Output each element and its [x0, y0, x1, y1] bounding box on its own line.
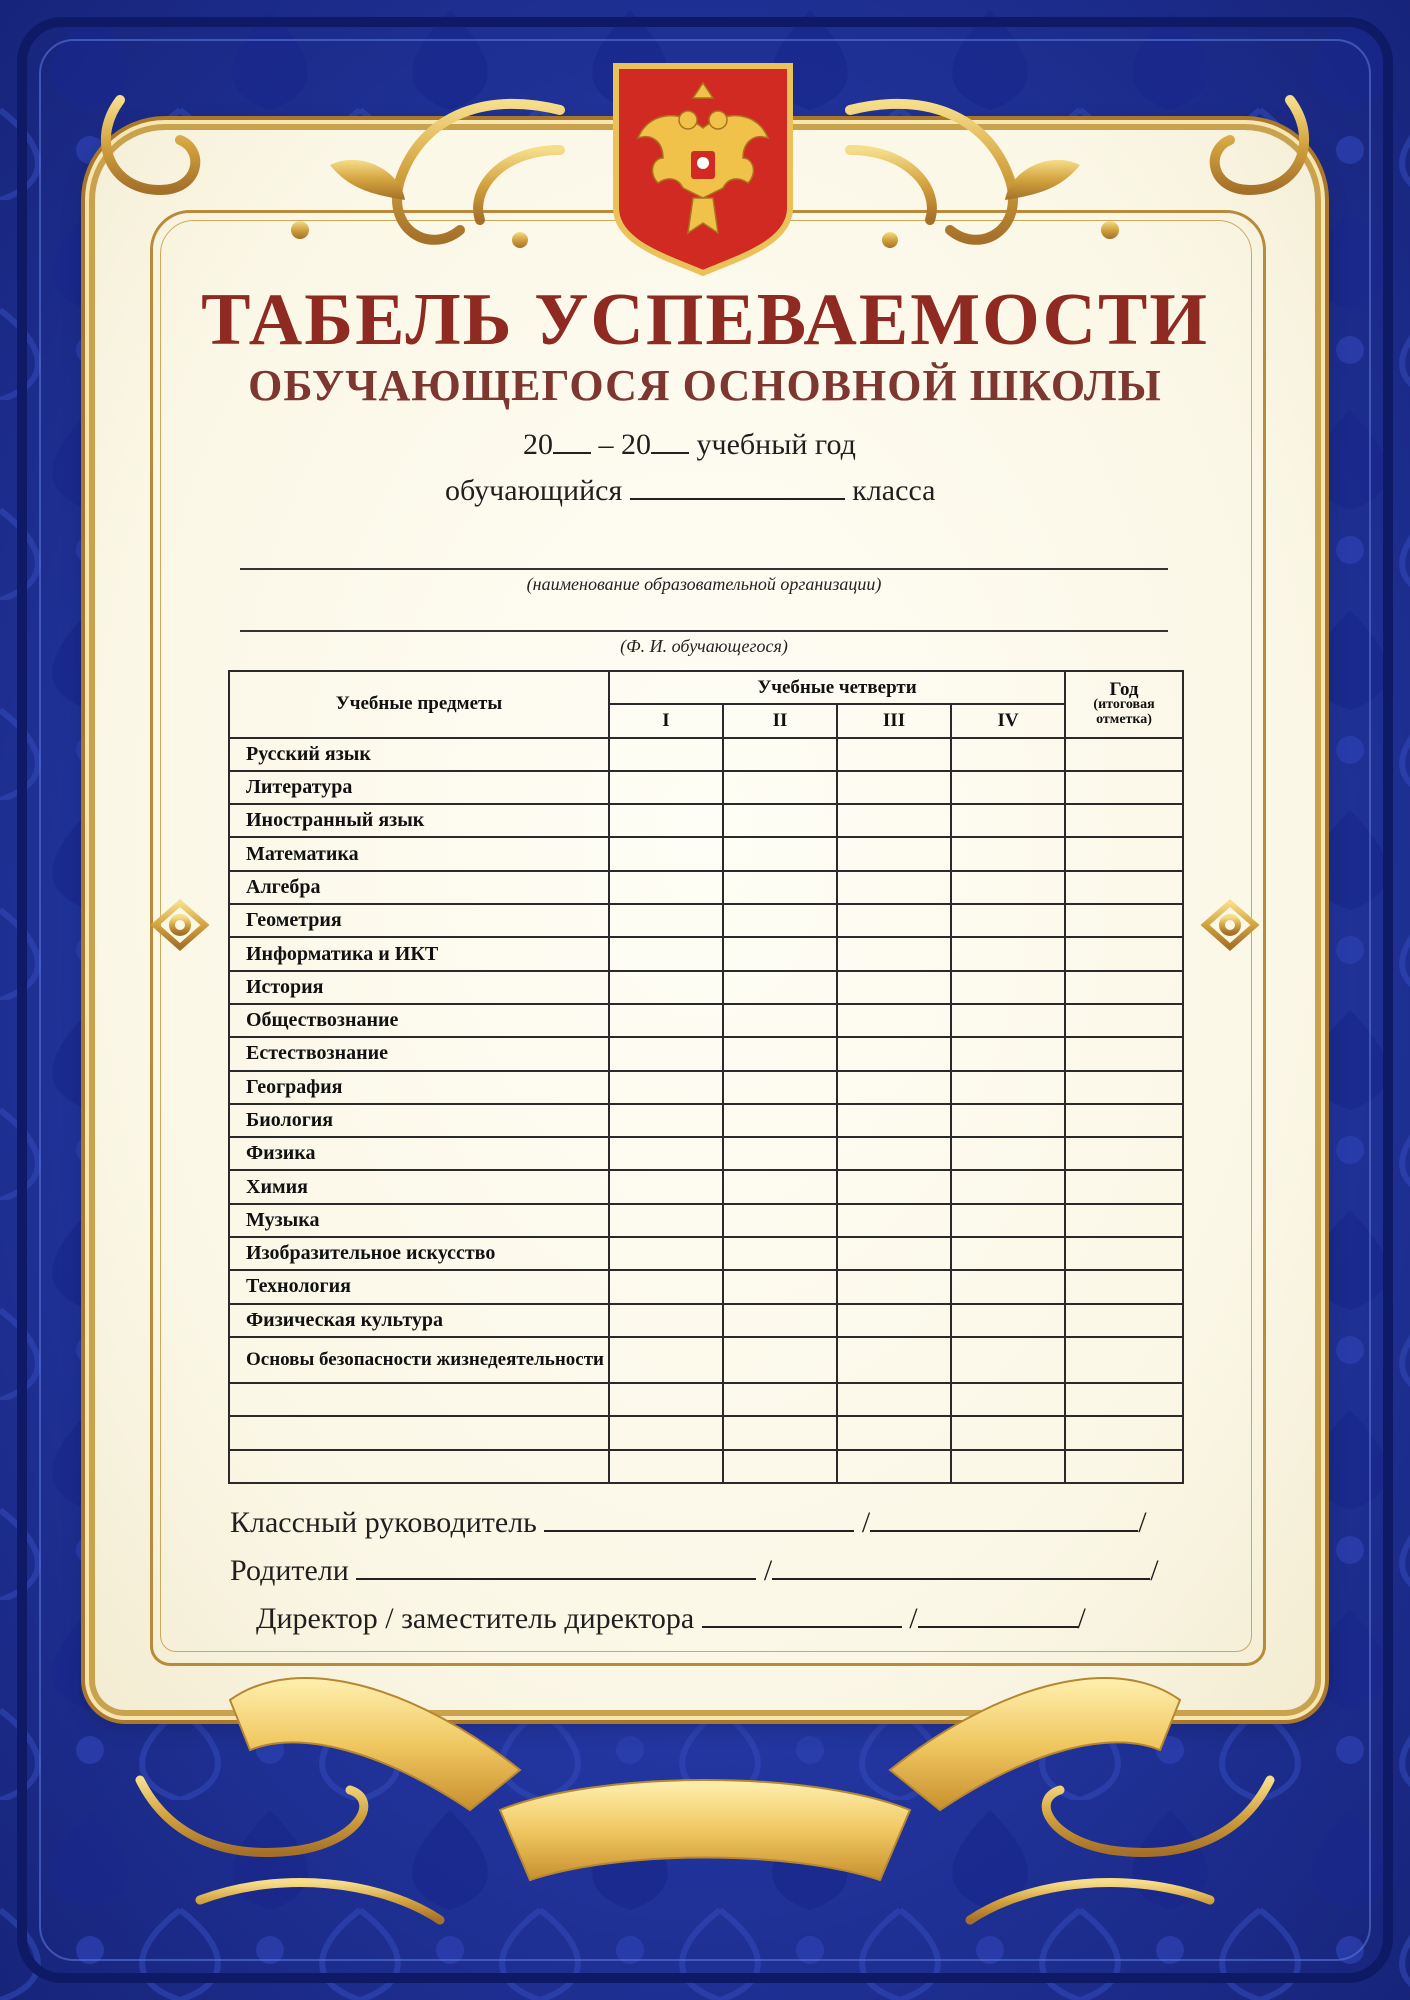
- quarter-grade-cell[interactable]: [609, 1071, 723, 1104]
- quarter-grade-cell[interactable]: [609, 1304, 723, 1337]
- table-row: [229, 1104, 1183, 1137]
- quarter-grade-cell[interactable]: [609, 1037, 723, 1070]
- year-grade-cell[interactable]: [1065, 1383, 1183, 1416]
- quarter-grade-cell[interactable]: [723, 1383, 837, 1416]
- quarter-grade-cell[interactable]: [609, 1416, 723, 1449]
- year-start-blank[interactable]: [553, 452, 591, 454]
- quarter-grade-cell[interactable]: [723, 1416, 837, 1449]
- table-row: [229, 771, 1183, 804]
- director-signature-blank[interactable]: [702, 1626, 902, 1628]
- parents-signature-blank[interactable]: [356, 1578, 756, 1580]
- slash: /: [1150, 1554, 1159, 1587]
- quarter-grade-cell[interactable]: [837, 771, 951, 804]
- quarter-grade-cell[interactable]: [837, 1137, 951, 1170]
- quarter-grade-cell[interactable]: [609, 837, 723, 870]
- table-row: [229, 738, 1183, 771]
- subject-name: Литература: [229, 771, 609, 804]
- table-row: [229, 1204, 1183, 1237]
- quarter-grade-cell[interactable]: [609, 1337, 723, 1383]
- quarter-grade-cell[interactable]: [951, 771, 1065, 804]
- quarter-grade-cell[interactable]: [723, 1270, 837, 1303]
- quarter-grade-cell[interactable]: [609, 1450, 723, 1483]
- quarter-grade-cell[interactable]: [837, 738, 951, 771]
- year-grade-cell[interactable]: [1065, 1137, 1183, 1170]
- year-prefix: 20: [523, 428, 553, 461]
- subject-name: Основы безопасности жизнедеятельности: [229, 1337, 609, 1383]
- quarter-grade-cell[interactable]: [837, 904, 951, 937]
- year-grade-cell[interactable]: [1065, 1104, 1183, 1137]
- table-row: [229, 837, 1183, 870]
- year-grade-cell[interactable]: [1065, 1337, 1183, 1383]
- subject-name: Русский язык: [229, 738, 609, 771]
- quarter-grade-cell[interactable]: [837, 1416, 951, 1449]
- quarter-grade-cell[interactable]: [951, 1304, 1065, 1337]
- year-grade-cell[interactable]: [1065, 837, 1183, 870]
- quarters-header: Учебные четверти: [609, 671, 1065, 704]
- table-row: [229, 1037, 1183, 1070]
- table-row: [229, 904, 1183, 937]
- subject-name: Информатика и ИКТ: [229, 937, 609, 970]
- quarter-header: IV: [951, 704, 1065, 737]
- year-dash: – 20: [598, 428, 651, 461]
- subject-name: Естествознание: [229, 1037, 609, 1070]
- slash: /: [909, 1602, 918, 1635]
- subject-name: Математика: [229, 837, 609, 870]
- table-row: [229, 1416, 1183, 1449]
- quarter-grade-cell[interactable]: [837, 937, 951, 970]
- parents-name-blank[interactable]: [772, 1578, 1150, 1580]
- year-suffix: учебный год: [696, 428, 856, 461]
- director-name-blank[interactable]: [918, 1626, 1078, 1628]
- subject-name: [229, 1416, 609, 1449]
- quarter-grade-cell[interactable]: [609, 771, 723, 804]
- quarter-grade-cell[interactable]: [723, 1037, 837, 1070]
- class-teacher-line: [230, 1506, 1147, 1540]
- quarter-grade-cell[interactable]: [723, 1170, 837, 1203]
- class-blank[interactable]: [630, 498, 845, 500]
- quarter-grade-cell[interactable]: [837, 1304, 951, 1337]
- director-label: Директор / заместитель директора: [256, 1602, 695, 1635]
- quarter-grade-cell[interactable]: [723, 971, 837, 1004]
- quarter-grade-cell[interactable]: [723, 1304, 837, 1337]
- slash: /: [1138, 1506, 1147, 1539]
- subject-name: Геометрия: [229, 904, 609, 937]
- year-grade-cell[interactable]: [1065, 871, 1183, 904]
- student-name-line[interactable]: [240, 630, 1168, 632]
- subject-name: [229, 1383, 609, 1416]
- subject-name: Музыка: [229, 1204, 609, 1237]
- subject-name: Химия: [229, 1170, 609, 1203]
- subject-name: Алгебра: [229, 871, 609, 904]
- quarter-grade-cell[interactable]: [951, 937, 1065, 970]
- year-grade-cell[interactable]: [1065, 1170, 1183, 1203]
- year-end-blank[interactable]: [651, 452, 689, 454]
- quarter-grade-cell[interactable]: [951, 1383, 1065, 1416]
- quarter-grade-cell[interactable]: [837, 1204, 951, 1237]
- table-row: [229, 1170, 1183, 1203]
- quarter-grade-cell[interactable]: [609, 1237, 723, 1270]
- table-row: [229, 1383, 1183, 1416]
- director-line: [256, 1602, 1086, 1636]
- quarter-grade-cell[interactable]: [723, 1237, 837, 1270]
- quarter-grade-cell[interactable]: [837, 1170, 951, 1203]
- subject-name: Физика: [229, 1137, 609, 1170]
- class-teacher-name-blank[interactable]: [870, 1530, 1138, 1532]
- quarter-grade-cell[interactable]: [609, 971, 723, 1004]
- year-grade-cell[interactable]: [1065, 804, 1183, 837]
- quarter-grade-cell[interactable]: [723, 1337, 837, 1383]
- quarter-grade-cell[interactable]: [951, 1337, 1065, 1383]
- russian-coat-of-arms-icon: [608, 58, 798, 278]
- quarter-grade-cell[interactable]: [951, 1450, 1065, 1483]
- quarter-grade-cell[interactable]: [609, 804, 723, 837]
- quarter-grade-cell[interactable]: [837, 1004, 951, 1037]
- quarter-grade-cell[interactable]: [951, 1416, 1065, 1449]
- quarter-grade-cell[interactable]: [951, 1204, 1065, 1237]
- year-grade-cell[interactable]: [1065, 1416, 1183, 1449]
- quarter-grade-cell[interactable]: [951, 904, 1065, 937]
- org-name-line[interactable]: [240, 568, 1168, 570]
- quarter-grade-cell[interactable]: [837, 871, 951, 904]
- quarter-grade-cell[interactable]: [837, 1337, 951, 1383]
- year-grade-cell[interactable]: [1065, 971, 1183, 1004]
- year-header: [1065, 671, 1183, 738]
- subject-name: Технология: [229, 1270, 609, 1303]
- quarter-grade-cell[interactable]: [837, 1383, 951, 1416]
- quarter-grade-cell[interactable]: [951, 804, 1065, 837]
- quarter-grade-cell[interactable]: [837, 971, 951, 1004]
- table-row: [229, 804, 1183, 837]
- quarter-grade-cell[interactable]: [951, 1004, 1065, 1037]
- quarter-grade-cell[interactable]: [951, 1270, 1065, 1303]
- quarter-grade-cell[interactable]: [609, 1104, 723, 1137]
- table-row: [229, 971, 1183, 1004]
- quarter-grade-cell[interactable]: [951, 1137, 1065, 1170]
- parents-label: Родители: [230, 1554, 349, 1587]
- quarter-grade-cell[interactable]: [609, 871, 723, 904]
- quarter-grade-cell[interactable]: [723, 1204, 837, 1237]
- class-teacher-signature-blank[interactable]: [544, 1530, 854, 1532]
- quarter-grade-cell[interactable]: [609, 1004, 723, 1037]
- slash: /: [1077, 1602, 1086, 1635]
- quarter-grade-cell[interactable]: [951, 1037, 1065, 1070]
- quarter-grade-cell[interactable]: [951, 1104, 1065, 1137]
- table-row: [229, 1137, 1183, 1170]
- quarter-grade-cell[interactable]: [837, 1270, 951, 1303]
- page-subtitle: ОБУЧАЮЩЕГОСЯ ОСНОВНОЙ ШКОЛЫ: [248, 361, 1162, 410]
- quarter-grade-cell[interactable]: [723, 1104, 837, 1137]
- class-label: класса: [852, 474, 936, 507]
- quarter-grade-cell[interactable]: [609, 1383, 723, 1416]
- quarter-grade-cell[interactable]: [951, 1071, 1065, 1104]
- slash: /: [763, 1554, 773, 1587]
- subject-name: История: [229, 971, 609, 1004]
- quarter-header: II: [723, 704, 837, 737]
- year-grade-cell[interactable]: [1065, 738, 1183, 771]
- org-caption: (наименование образовательной организации): [526, 574, 882, 594]
- slash: /: [861, 1506, 871, 1539]
- quarter-grade-cell[interactable]: [951, 871, 1065, 904]
- subject-name: Биология: [229, 1104, 609, 1137]
- subject-name: Обществознание: [229, 1004, 609, 1037]
- quarter-grade-cell[interactable]: [723, 1137, 837, 1170]
- quarter-grade-cell[interactable]: [609, 1270, 723, 1303]
- year-grade-cell[interactable]: [1065, 771, 1183, 804]
- quarter-grade-cell[interactable]: [723, 1071, 837, 1104]
- table-row: [229, 1071, 1183, 1104]
- year-grade-cell[interactable]: [1065, 1204, 1183, 1237]
- quarter-grade-cell[interactable]: [951, 1237, 1065, 1270]
- year-grade-cell[interactable]: [1065, 904, 1183, 937]
- year-grade-cell[interactable]: [1065, 1237, 1183, 1270]
- quarter-grade-cell[interactable]: [837, 1071, 951, 1104]
- quarter-grade-cell[interactable]: [951, 1170, 1065, 1203]
- quarter-header: III: [837, 704, 951, 737]
- student-label: обучающийся: [445, 474, 623, 507]
- year-grade-cell[interactable]: [1065, 1071, 1183, 1104]
- subject-name: [229, 1450, 609, 1483]
- subjects-header: Учебные предметы: [229, 671, 609, 738]
- table-row: [229, 1337, 1183, 1383]
- quarter-header: I: [609, 704, 723, 737]
- table-row: [229, 1237, 1183, 1270]
- ribbon-banner-icon: [230, 1678, 1180, 1880]
- quarter-grade-cell[interactable]: [609, 1137, 723, 1170]
- page-title: ТАБЕЛЬ УСПЕВАЕМОСТИ: [201, 279, 1209, 361]
- quarter-grade-cell[interactable]: [951, 971, 1065, 1004]
- quarter-grade-cell[interactable]: [951, 837, 1065, 870]
- quarter-grade-cell[interactable]: [723, 804, 837, 837]
- table-row: [229, 1270, 1183, 1303]
- year-header-label: Год: [1109, 678, 1139, 700]
- quarter-grade-cell[interactable]: [723, 837, 837, 870]
- year-grade-cell[interactable]: [1065, 937, 1183, 970]
- quarter-grade-cell[interactable]: [837, 1237, 951, 1270]
- quarter-grade-cell[interactable]: [837, 804, 951, 837]
- quarter-grade-cell[interactable]: [723, 771, 837, 804]
- grades-table: [228, 670, 1184, 1484]
- quarter-grade-cell[interactable]: [723, 871, 837, 904]
- student-class-line: [445, 474, 935, 508]
- quarter-grade-cell[interactable]: [837, 837, 951, 870]
- year-header-sub: (итоговая отметка): [1093, 696, 1155, 727]
- quarter-grade-cell[interactable]: [723, 937, 837, 970]
- parents-line: [230, 1554, 1159, 1588]
- quarter-grade-cell[interactable]: [723, 1004, 837, 1037]
- quarter-grade-cell[interactable]: [723, 738, 837, 771]
- table-row: [229, 1450, 1183, 1483]
- year-grade-cell[interactable]: [1065, 1450, 1183, 1483]
- year-grade-cell[interactable]: [1065, 1037, 1183, 1070]
- subject-name: Физическая культура: [229, 1304, 609, 1337]
- subject-name: Изобразительное искусство: [229, 1237, 609, 1270]
- grades-body: [229, 738, 1183, 1483]
- quarter-grade-cell[interactable]: [609, 1170, 723, 1203]
- quarter-grade-cell[interactable]: [837, 1450, 951, 1483]
- quarter-grade-cell[interactable]: [951, 738, 1065, 771]
- quarter-grade-cell[interactable]: [609, 937, 723, 970]
- table-row: [229, 1004, 1183, 1037]
- quarter-grade-cell[interactable]: [723, 904, 837, 937]
- quarter-grade-cell[interactable]: [837, 1037, 951, 1070]
- subject-name: География: [229, 1071, 609, 1104]
- quarter-grade-cell[interactable]: [609, 1204, 723, 1237]
- table-row: [229, 1304, 1183, 1337]
- subject-name: Иностранный язык: [229, 804, 609, 837]
- class-teacher-label: Классный руководитель: [230, 1506, 537, 1539]
- quarter-grade-cell[interactable]: [837, 1104, 951, 1137]
- name-caption: (Ф. И. обучающегося): [620, 636, 788, 656]
- quarter-grade-cell[interactable]: [609, 904, 723, 937]
- year-grade-cell[interactable]: [1065, 1270, 1183, 1303]
- quarter-grade-cell[interactable]: [723, 1450, 837, 1483]
- academic-year-line: [523, 428, 856, 462]
- table-row: [229, 871, 1183, 904]
- table-row: [229, 937, 1183, 970]
- year-grade-cell[interactable]: [1065, 1004, 1183, 1037]
- quarter-grade-cell[interactable]: [609, 738, 723, 771]
- year-grade-cell[interactable]: [1065, 1304, 1183, 1337]
